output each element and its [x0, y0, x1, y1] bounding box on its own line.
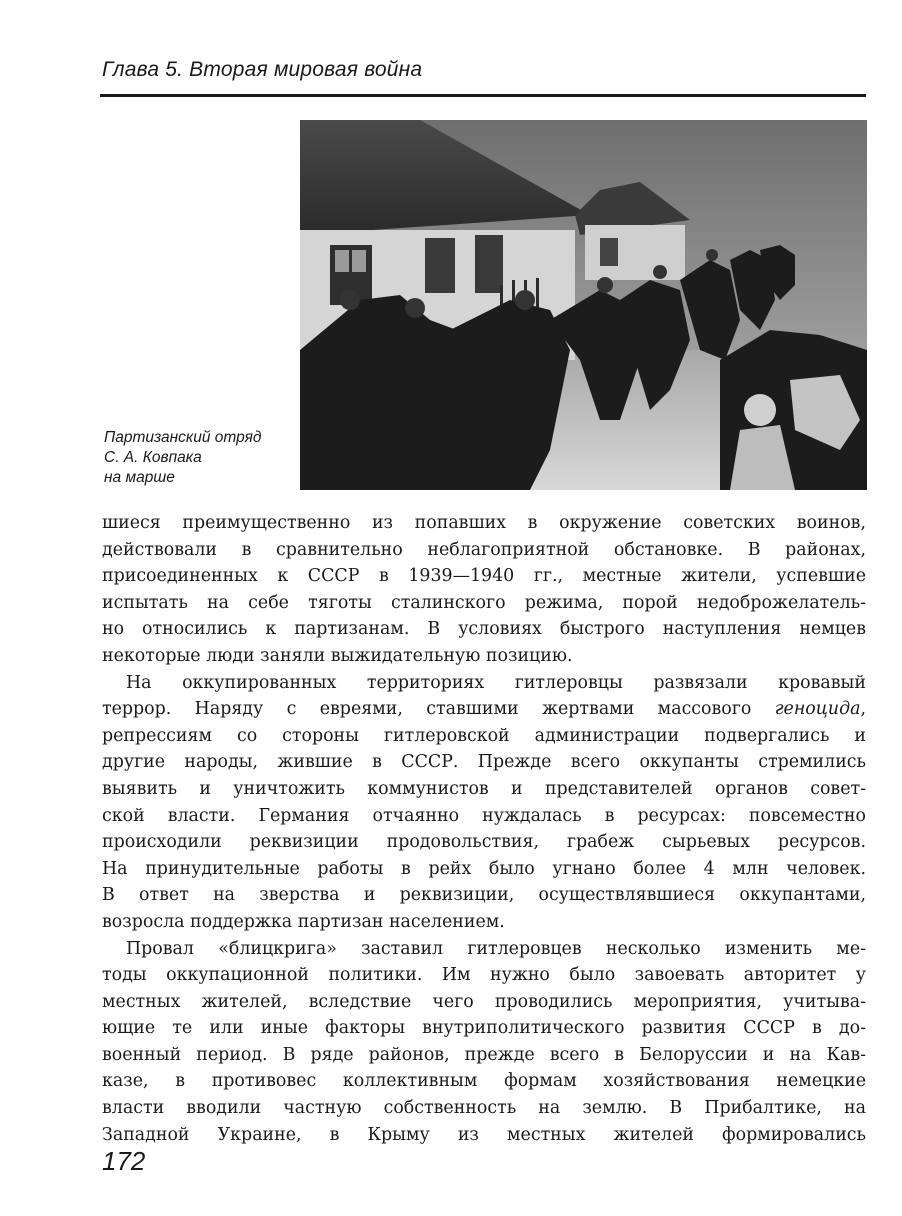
- chapter-title: Глава 5. Вторая мировая война: [102, 58, 423, 81]
- text-line: Западной Украине, в Крыму из местных жителей формировались: [102, 1124, 866, 1145]
- caption-line: С. А. Ковпака: [104, 449, 202, 466]
- text-line: казе, в противовес коллективным формам хозяйствования немецкие: [102, 1071, 866, 1092]
- text-line: выявить и уничтожить коммунистов и представителей органов совет-: [102, 778, 866, 799]
- text-line: На оккупированных территориях гитлеровцы развязали кровавый: [126, 672, 866, 693]
- text-segment: террор. Наряду с евреями, ставшими жертвами массового: [102, 699, 775, 720]
- caption-line: Партизанский отряд: [104, 429, 262, 446]
- caption-line: на марше: [104, 469, 175, 486]
- text-line: На принудительные работы в рейх было угнано более 4 млн человек.: [102, 858, 866, 879]
- text-line: другие народы, жившие в СССР. Прежде всего оккупанты стремились: [102, 752, 866, 773]
- text-line: испытать на себе тяготы сталинского режима, порой недоброжелатель-: [102, 592, 866, 613]
- photo-caption: [104, 428, 294, 488]
- running-header: [100, 56, 866, 97]
- text-line: возросла поддержка партизан населением.: [102, 911, 505, 932]
- text-line: Провал «блицкрига» заставил гитлеровцев несколько изменить ме-: [126, 938, 866, 959]
- text-line: ющие те или иные факторы внутриполитического развития СССР в до-: [102, 1018, 866, 1039]
- text-line: происходили реквизиции продовольствия, грабеж сырьевых ресурсов.: [102, 832, 866, 853]
- text-line: но относились к партизанам. В условиях быстрого наступления немцев: [102, 619, 866, 640]
- page-number: 172: [102, 1146, 146, 1176]
- text-line: шиеся преимущественно из попавших в окружение советских воинов,: [102, 513, 866, 533]
- text-line: [102, 696, 866, 723]
- text-line: военный период. В ряде районов, прежде всего в Белоруссии и на Кав-: [102, 1044, 866, 1065]
- term-genocide: геноцида: [774, 699, 861, 720]
- text-line: репрессиям со стороны гитлеровской администрации подвергались и: [102, 725, 866, 746]
- text-line: В ответ на зверства и реквизиции, осуществлявшиеся оккупантами,: [102, 885, 866, 906]
- body-text: [102, 510, 866, 1148]
- text-line: местных жителей, вследствие чего проводились мероприятия, учитыва-: [102, 991, 866, 1012]
- text-line: ской власти. Германия отчаянно нуждалась в ресурсах: повсеместно: [102, 805, 866, 826]
- partisan-photo: [300, 120, 867, 490]
- text-line: некоторые люди заняли выжидательную позицию.: [102, 645, 573, 666]
- text-line: власти вводили частную собственность на землю. В Прибалтике, на: [102, 1098, 866, 1119]
- text-segment: ,: [860, 699, 866, 720]
- text-line: тоды оккупационной политики. Им нужно было завоевать авторитет у: [102, 965, 866, 986]
- text-line: действовали в сравнительно неблагоприятной обстановке. В районах,: [102, 539, 866, 560]
- text-line: присоединенных к СССР в 1939—1940 гг., местные жители, успевшие: [102, 566, 866, 587]
